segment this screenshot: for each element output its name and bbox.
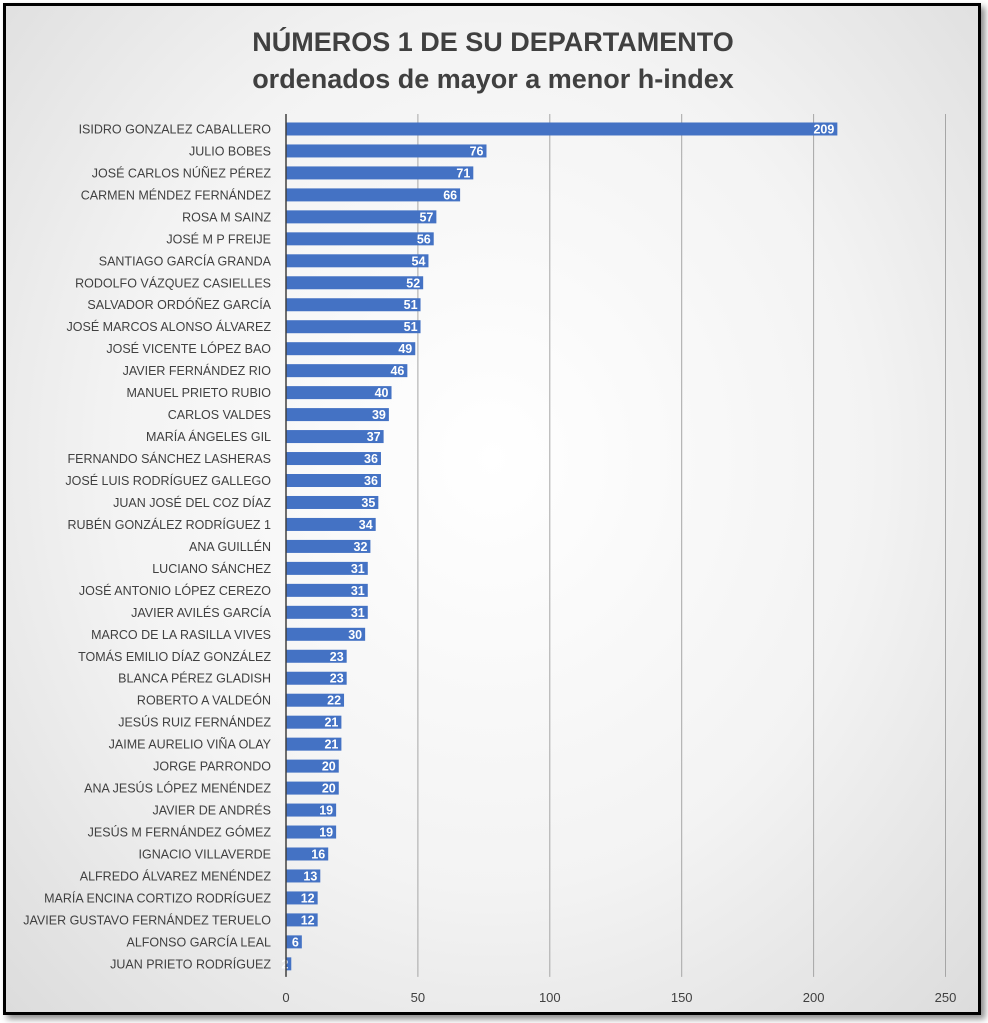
category-label: SANTIAGO GARCÍA GRANDA [98, 254, 271, 269]
category-label: MARÍA ÁNGELES GIL [145, 430, 271, 445]
data-label: 12 [300, 913, 315, 928]
category-label: JOSÉ CARLOS NÚÑEZ PÉREZ [91, 166, 271, 181]
data-label: 21 [324, 737, 339, 752]
data-label: 71 [456, 166, 471, 181]
gridlines [418, 114, 946, 977]
category-label: CARLOS VALDES [167, 408, 271, 423]
data-label: 57 [419, 210, 434, 225]
category-label: JOSÉ MARCOS ALONSO ÁLVAREZ [66, 320, 271, 335]
data-label: 19 [319, 825, 334, 840]
data-label: 20 [321, 781, 336, 796]
category-label: SALVADOR ORDÓÑEZ GARCÍA [87, 298, 271, 313]
category-label: FERNANDO SÁNCHEZ LASHERAS [67, 452, 271, 467]
category-label: JOSÉ LUIS RODRÍGUEZ GALLEGO [65, 474, 271, 489]
category-label: RUBÉN GONZÁLEZ RODRÍGUEZ 1 [67, 517, 271, 532]
category-label: IGNACIO VILLAVERDE [138, 847, 271, 862]
data-label: 46 [390, 364, 405, 379]
category-label: JOSÉ ANTONIO LÓPEZ CEREZO [78, 583, 271, 598]
bar [286, 276, 423, 289]
category-label: ROSA M SAINZ [182, 210, 271, 225]
data-label: 51 [403, 320, 418, 335]
category-label: CARMEN MÉNDEZ FERNÁNDEZ [80, 188, 271, 203]
x-tick-label: 0 [282, 989, 290, 1005]
data-label: 21 [324, 715, 339, 730]
data-label: 22 [327, 693, 342, 708]
category-label: ROBERTO A VALDEÓN [136, 693, 271, 708]
bar [286, 166, 473, 179]
category-label: ALFREDO ÁLVAREZ MENÉNDEZ [79, 869, 271, 884]
x-tick-labels [282, 990, 956, 1005]
data-label: 54 [411, 254, 426, 269]
category-label: JESÚS RUIZ FERNÁNDEZ [118, 715, 271, 730]
bar [286, 254, 428, 267]
category-label: JAVIER GUSTAVO FERNÁNDEZ TERUELO [23, 913, 271, 928]
bar [286, 342, 415, 355]
category-label: MARÍA ENCINA CORTIZO RODRÍGUEZ [44, 891, 271, 906]
bar [286, 210, 436, 223]
x-tick-label: 200 [802, 989, 825, 1005]
category-label: MARCO DE LA RASILLA VIVES [91, 627, 271, 642]
bar-chart [6, 6, 978, 1012]
x-tick-label: 150 [670, 989, 693, 1005]
category-label: TOMÁS EMILIO DÍAZ GONZÁLEZ [78, 649, 271, 664]
category-label: MANUEL PRIETO RUBIO [126, 386, 271, 401]
chart-subtitle: ordenados de mayor a menor h-index [252, 64, 734, 94]
data-label: 16 [311, 847, 326, 862]
data-label: 23 [329, 649, 344, 664]
data-label: 13 [303, 869, 318, 884]
x-tick-label: 250 [934, 989, 957, 1005]
data-label: 6 [291, 935, 299, 950]
category-label: ANA GUILLÉN [189, 539, 271, 554]
data-label: 40 [374, 386, 389, 401]
data-label: 19 [319, 803, 334, 818]
data-label: 36 [364, 474, 378, 489]
category-label: JESÚS M FERNÁNDEZ GÓMEZ [87, 825, 271, 840]
category-label: JUAN PRIETO RODRÍGUEZ [110, 957, 271, 972]
data-label: 49 [398, 342, 413, 357]
bar [286, 364, 407, 377]
x-tick-label: 50 [410, 989, 426, 1005]
category-label: JOSÉ M P FREIJE [166, 232, 271, 247]
category-label: BLANCA PÉREZ GLADISH [118, 671, 271, 686]
category-label: JORGE PARRONDO [153, 759, 271, 774]
category-label: RODOLFO VÁZQUEZ CASIELLES [75, 276, 271, 291]
data-label: 36 [364, 452, 378, 467]
bar [286, 122, 837, 135]
chart-title: NÚMEROS 1 DE SU DEPARTAMENTO [252, 27, 734, 57]
data-label: 2 [281, 957, 289, 972]
data-label: 35 [361, 495, 376, 510]
category-label: JAVIER FERNÁNDEZ RIO [122, 364, 271, 379]
bar [286, 144, 486, 157]
data-label: 209 [813, 122, 835, 137]
category-label: JULIO BOBES [189, 144, 271, 159]
category-label: JAVIER AVILÉS GARCÍA [131, 605, 271, 620]
category-label: ISIDRO GONZALEZ CABALLERO [78, 122, 271, 137]
category-label: JUAN JOSÉ DEL COZ DÍAZ [113, 495, 271, 510]
category-label: JOSÉ VICENTE LÓPEZ BAO [106, 342, 271, 357]
data-label: 30 [348, 627, 363, 642]
category-label: ALFONSO GARCÍA LEAL [126, 935, 271, 950]
data-label: 66 [443, 188, 458, 203]
category-label: JAVIER DE ANDRÉS [152, 803, 271, 818]
x-tick-label: 100 [538, 989, 561, 1005]
data-label: 12 [300, 891, 315, 906]
data-label: 52 [406, 276, 421, 291]
bars [281, 122, 837, 971]
chart-frame [3, 3, 981, 1015]
data-label: 39 [371, 408, 386, 423]
data-label: 37 [366, 430, 381, 445]
data-label: 23 [329, 671, 344, 686]
category-labels [23, 122, 271, 971]
category-label: ANA JESÚS LÓPEZ MENÉNDEZ [84, 781, 271, 796]
data-label: 32 [353, 539, 368, 554]
data-label: 76 [469, 144, 484, 159]
bar [286, 298, 421, 311]
data-label: 31 [350, 561, 365, 576]
data-label: 34 [358, 517, 373, 532]
data-label: 31 [350, 605, 365, 620]
data-label: 51 [403, 298, 418, 313]
bar [286, 188, 460, 201]
bar [286, 320, 421, 333]
category-label: LUCIANO SÁNCHEZ [152, 561, 271, 576]
bar [286, 232, 434, 245]
category-label: JAIME AURELIO VIÑA OLAY [108, 737, 271, 752]
data-label: 31 [350, 583, 365, 598]
data-label: 20 [321, 759, 336, 774]
data-label: 56 [416, 232, 431, 247]
